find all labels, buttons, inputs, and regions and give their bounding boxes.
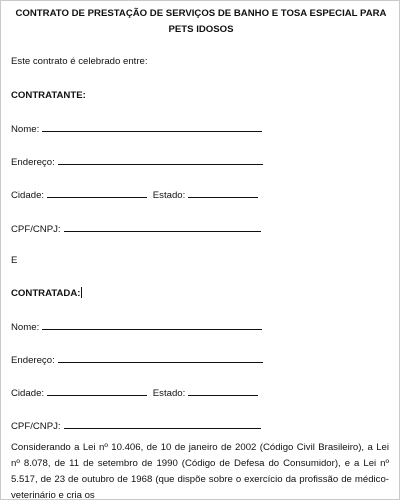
contratante-cidade-field[interactable] bbox=[47, 188, 147, 198]
contratante-nome-label: Nome: bbox=[11, 124, 40, 135]
contratada-endereco-row bbox=[11, 353, 263, 367]
contratada-estado-field[interactable] bbox=[188, 386, 258, 396]
contratada-cpf-field[interactable] bbox=[64, 419, 261, 429]
contratada-nome-field[interactable] bbox=[42, 320, 262, 330]
contratante-cidade-row bbox=[11, 188, 258, 202]
contratante-cpf-label: CPF/CNPJ: bbox=[11, 224, 61, 235]
contratada-heading: CONTRATADA: bbox=[11, 288, 81, 299]
contratante-cidade-label: Cidade: bbox=[11, 190, 45, 201]
contratante-estado-label: Estado: bbox=[152, 190, 186, 201]
intro-text: Este contrato é celebrado entre: bbox=[11, 56, 148, 67]
contratada-heading-row[interactable] bbox=[11, 287, 82, 300]
contratada-endereco-field[interactable] bbox=[58, 353, 263, 363]
contratada-cidade-label: Cidade: bbox=[11, 388, 45, 399]
contratada-nome-row bbox=[11, 320, 262, 334]
contratada-cpf-row bbox=[11, 419, 261, 433]
contratante-endereco-row bbox=[11, 155, 263, 169]
contratada-cpf-label: CPF/CNPJ: bbox=[11, 421, 61, 432]
contratada-estado-label: Estado: bbox=[152, 388, 186, 399]
document-title: CONTRATO DE PRESTAÇÃO DE SERVIÇOS DE BANHO E TOSA ESPECIAL PARA PETS IDOSOS bbox=[15, 8, 387, 35]
contratante-cpf-row bbox=[11, 222, 261, 236]
contratante-estado-field[interactable] bbox=[188, 188, 258, 198]
contratante-endereco-field[interactable] bbox=[58, 155, 263, 165]
contratada-cidade-row bbox=[11, 386, 258, 400]
contratante-endereco-label: Endereço: bbox=[11, 157, 55, 168]
contratante-heading: CONTRATANTE: bbox=[11, 90, 86, 101]
contratante-nome-field[interactable] bbox=[42, 122, 262, 132]
connector-e: E bbox=[11, 255, 18, 266]
contratada-cidade-field[interactable] bbox=[47, 386, 147, 396]
contratada-nome-label: Nome: bbox=[11, 322, 40, 333]
contratada-endereco-label: Endereço: bbox=[11, 355, 55, 366]
contratante-nome-row bbox=[11, 122, 262, 136]
contratante-cpf-field[interactable] bbox=[64, 222, 261, 232]
text-cursor bbox=[81, 287, 82, 298]
considerando-paragraph: Considerando a Lei nº 10.406, de 10 de janeiro de 2002 (Código Civil Brasileiro), a Lei nº 8.078, de 11 de setembro de 1990 (Código de Defesa do Consumidor), e a Lei nº 5.517, de 23 de outubro de 1968 (que dispõe sobre o exercício da profissão de médico-veterinário e cria os bbox=[11, 442, 389, 501]
